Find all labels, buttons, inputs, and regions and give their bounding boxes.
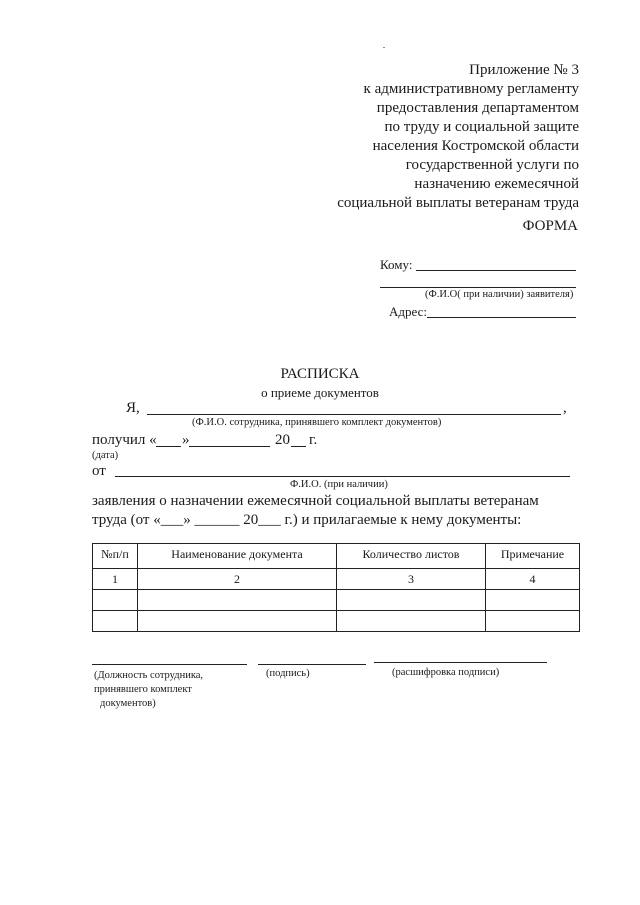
received-prefix: получил « <box>92 432 157 448</box>
document-subtitle: о приеме документов <box>261 385 379 400</box>
table-row[interactable] <box>93 590 580 611</box>
address-label: Адрес: <box>389 304 427 319</box>
position-caption <box>94 669 203 711</box>
position-caption-line-1: (Должность сотрудника, <box>94 670 204 681</box>
position-signature-line[interactable] <box>92 664 247 665</box>
appendix-line-7: назначению ежемесячной <box>414 176 579 192</box>
table-header-row <box>93 544 580 569</box>
from-field-line[interactable] <box>115 476 570 477</box>
header-note: Примечание <box>486 544 580 569</box>
statement-line-2: труда (от «___» ______ 20___ г.) и прилагаемые к нему документы: <box>92 512 522 528</box>
address-field-line[interactable] <box>427 317 576 318</box>
appendix-line-6: государственной услуги по <box>405 157 579 173</box>
date-caption: (дата) <box>92 450 119 461</box>
appendix-line-3: предоставления департаментом <box>376 100 579 116</box>
fio-caption: (Ф.И.О( при наличии) заявителя) <box>425 289 574 300</box>
appendix-line-2: к административному регламенту <box>363 81 579 97</box>
employee-field-line[interactable] <box>147 414 561 415</box>
col-number-2: 2 <box>138 569 337 590</box>
signature-line[interactable] <box>258 664 366 665</box>
transcript-signature-line[interactable] <box>374 662 547 663</box>
i-label: Я, <box>126 400 140 416</box>
header-sheet-count: Количество листов <box>337 544 486 569</box>
table-numbering-row <box>93 569 580 590</box>
received-year-line[interactable] <box>291 446 306 447</box>
to-label: Кому: <box>380 257 413 272</box>
table-cell[interactable] <box>486 590 580 611</box>
form-label: ФОРМА <box>522 218 578 234</box>
col-number-3: 3 <box>337 569 486 590</box>
scan-mark <box>383 47 385 48</box>
appendix-line-8: социальной выплаты ветеранам труда <box>337 195 579 211</box>
signature-caption: (подпись) <box>266 668 310 679</box>
table-cell[interactable] <box>93 611 138 632</box>
received-day-line[interactable] <box>156 446 181 447</box>
table-cell[interactable] <box>138 590 337 611</box>
appendix-line-5: населения Костромской области <box>372 138 579 154</box>
statement-line-1: заявления о назначении ежемесячной социальной выплаты ветеранам <box>92 493 539 509</box>
table-cell[interactable] <box>337 590 486 611</box>
appendix-number: Приложение № 3 <box>469 62 579 78</box>
received-year: 20 <box>275 432 290 448</box>
col-number-4: 4 <box>486 569 580 590</box>
header-document-name: Наименование документа <box>138 544 337 569</box>
table-row[interactable] <box>93 611 580 632</box>
appendix-line-4: по труду и социальной защите <box>384 119 579 135</box>
employee-caption: (Ф.И.О. сотрудника, принявшего комплект документов) <box>192 417 442 428</box>
header-number: №п/п <box>93 544 138 569</box>
from-label: от <box>92 463 106 479</box>
to-field-line[interactable] <box>416 270 576 271</box>
fio-field-line[interactable] <box>380 287 576 288</box>
col-number-1: 1 <box>93 569 138 590</box>
documents-table <box>92 543 580 632</box>
received-suffix: г. <box>309 432 318 448</box>
document-title: РАСПИСКА <box>280 366 360 382</box>
table-cell[interactable] <box>138 611 337 632</box>
position-caption-line-2: принявшего комплект <box>94 684 192 695</box>
i-end-comma: , <box>563 400 567 416</box>
table-cell[interactable] <box>337 611 486 632</box>
transcript-caption: (расшифровка подписи) <box>392 667 500 678</box>
received-mid: » <box>182 432 190 448</box>
received-month-line[interactable] <box>189 446 270 447</box>
position-caption-line-3: документов) <box>100 698 156 709</box>
table-cell[interactable] <box>486 611 580 632</box>
table-cell[interactable] <box>93 590 138 611</box>
from-caption: Ф.И.О. (при наличии) <box>290 479 388 490</box>
